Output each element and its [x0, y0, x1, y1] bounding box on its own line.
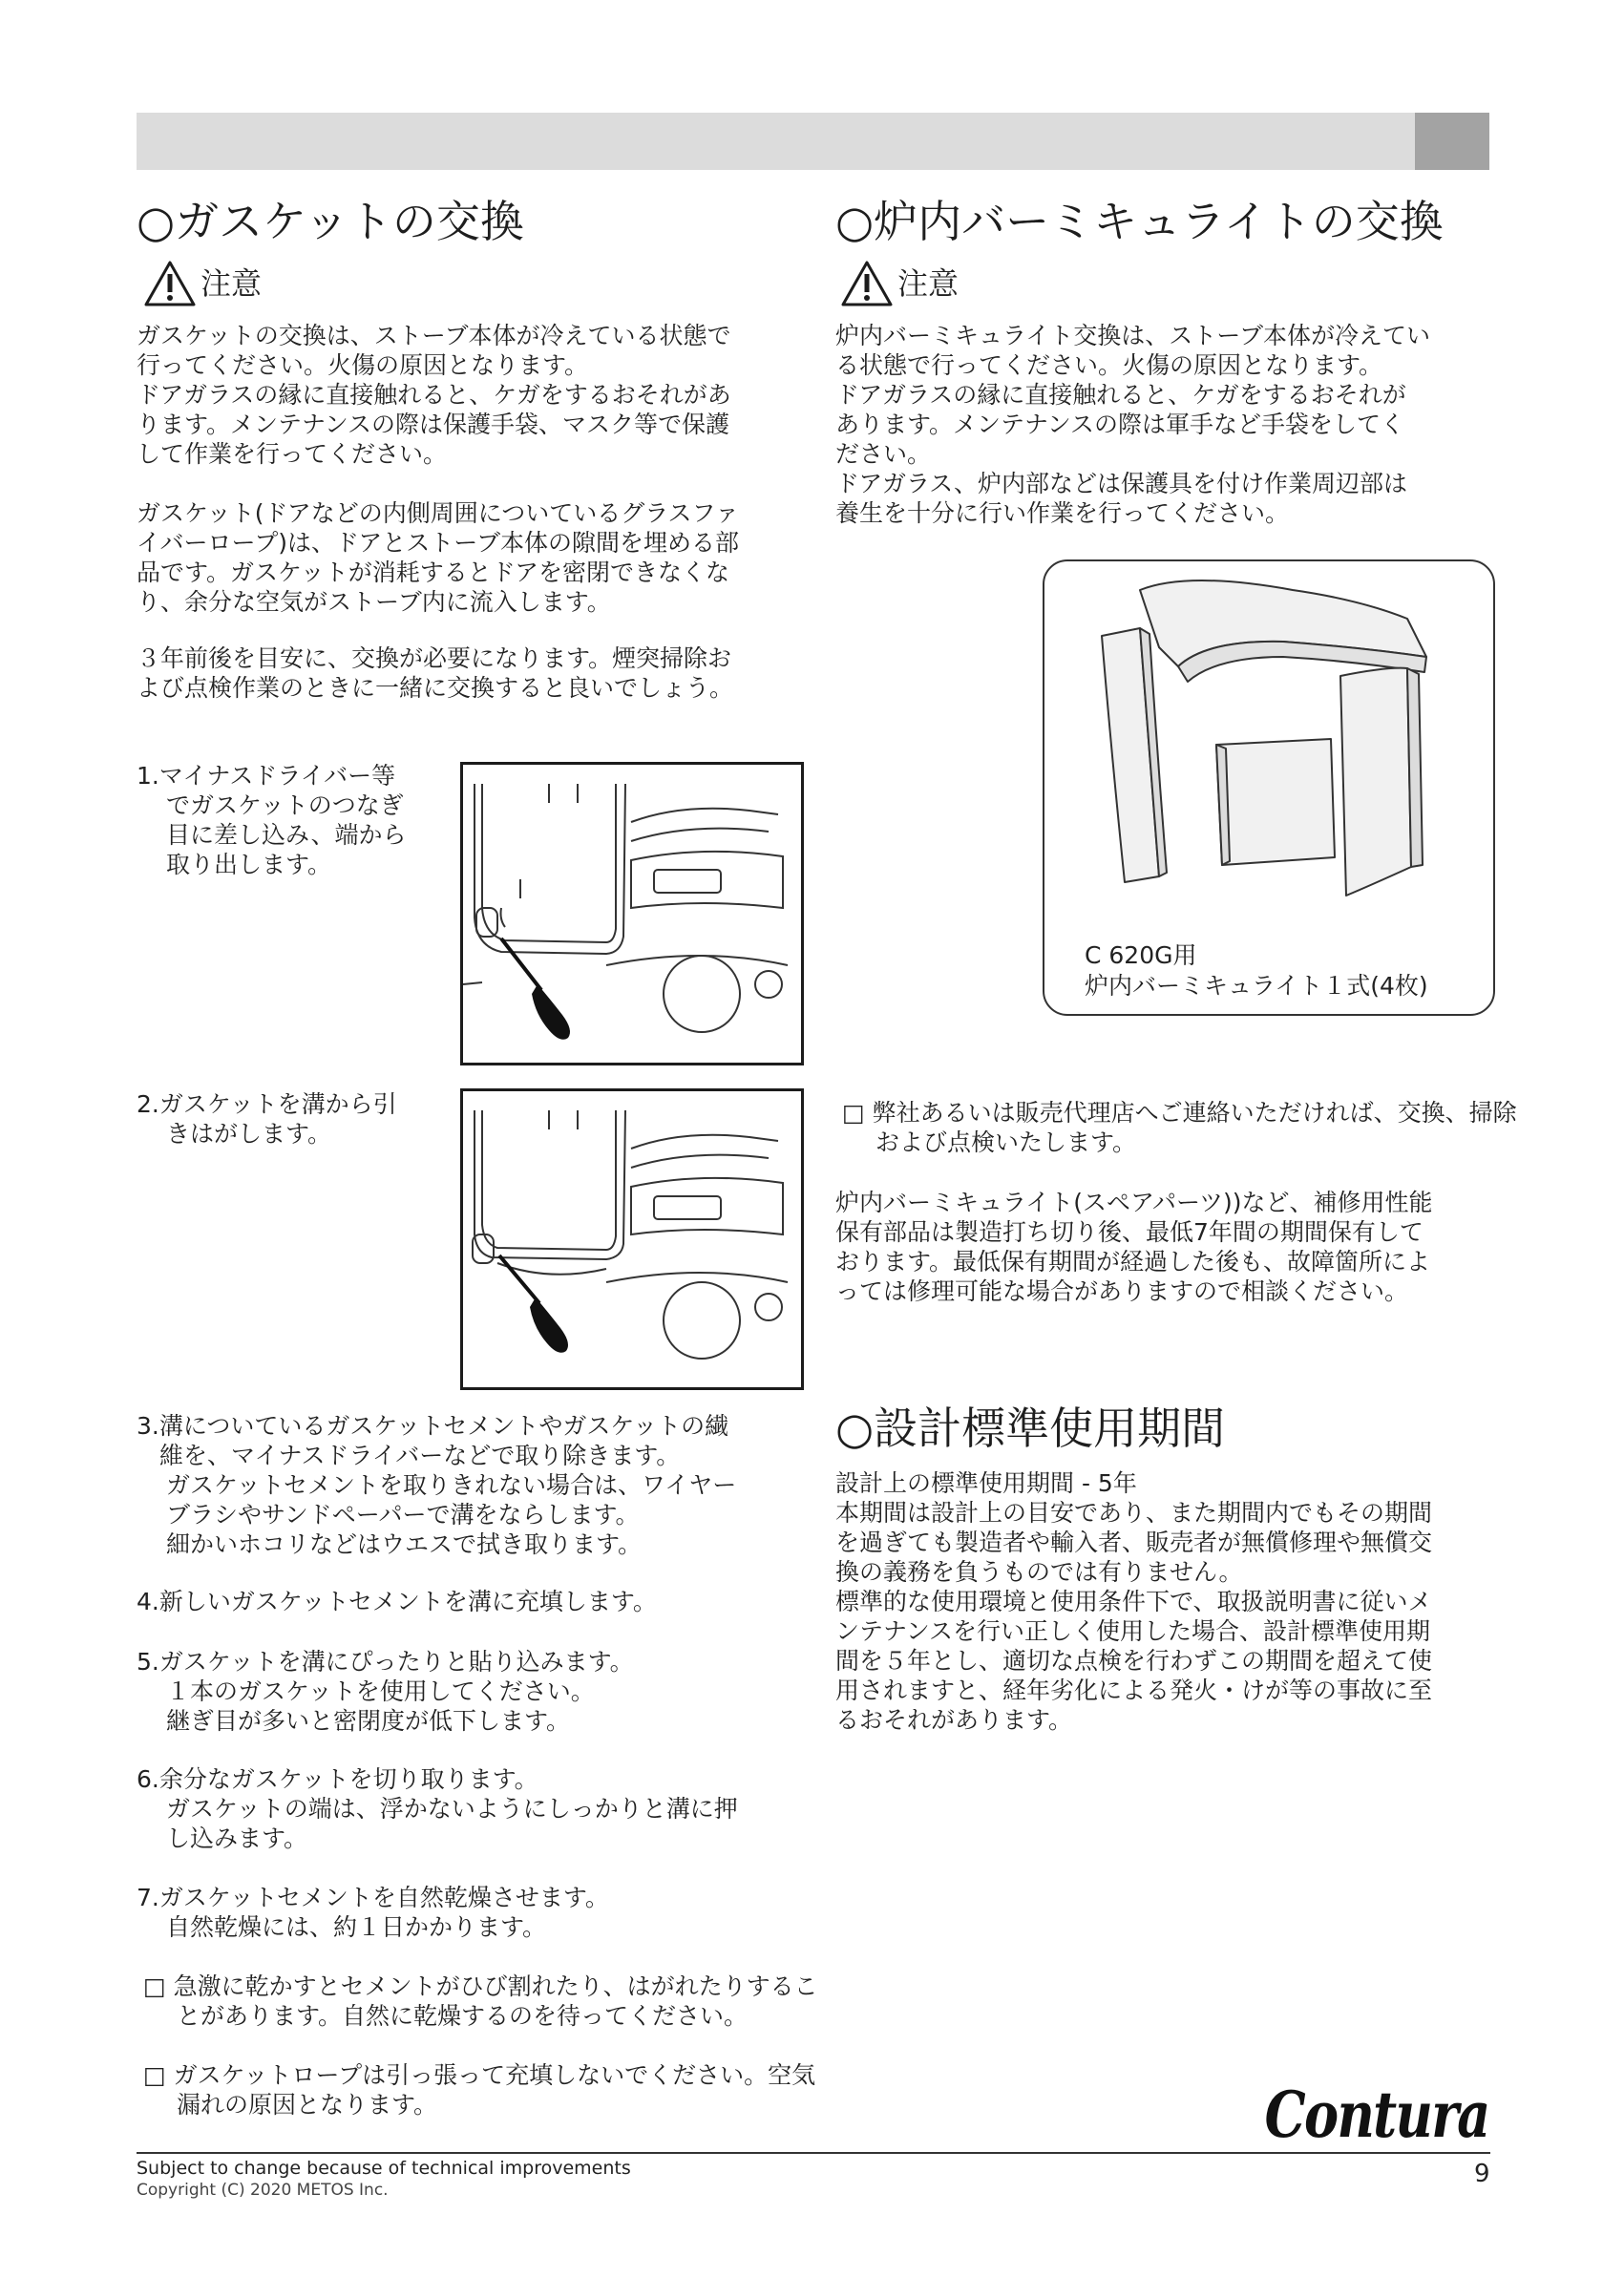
vermiculite-figure: [1043, 559, 1495, 1016]
text-line: 5.ガスケットを溝にぴったりと貼り込みます。: [137, 1648, 634, 1676]
stove-gasket-illustration: [463, 765, 801, 1063]
text-line: あります。メンテナンスの際は軍手など手袋をしてく: [835, 411, 1405, 438]
text-line: ドアガラスの縁に直接触れると、ケガをするおそれがあ: [137, 381, 731, 409]
text-line: 炉内バーミキュライト交換は、ストーブ本体が冷えてい: [835, 322, 1431, 349]
text-line: イバーロープ)は、ドアとストーブ本体の隙間を埋める部: [137, 529, 740, 557]
text-line: ３年前後を目安に、交換が必要になります。煙突掃除お: [137, 644, 732, 672]
text-line: ンテナンスを行い正しく使用した場合、設計標準使用期: [835, 1617, 1431, 1645]
text-line: ドアガラスの縁に直接触れると、ケガをするおそれが: [835, 381, 1406, 409]
text-line: 4.新しいガスケットセメントを溝に充填します。: [137, 1588, 657, 1615]
replacement-interval: [137, 643, 824, 703]
spare-parts-text: [835, 1188, 1504, 1306]
text-line: ドアガラス、炉内部などは保護具を付け作業周辺部は: [835, 470, 1408, 497]
figure-gasket-removal-1: [460, 762, 804, 1065]
gasket-description: [137, 498, 824, 617]
step-5: [137, 1647, 824, 1736]
figure-gasket-removal-2: [460, 1088, 804, 1390]
text-line: 本期間は設計上の目安であり、また期間内でもその期間: [835, 1499, 1433, 1527]
text-line: でガスケットのつなぎ: [166, 791, 404, 819]
text-line: ブラシやサンドペーパーで溝をならします。: [166, 1501, 640, 1529]
caution-text-right: [835, 321, 1504, 528]
text-line: して作業を行ってください。: [137, 440, 448, 468]
text-line: 設計上の標準使用期間 - 5年: [835, 1469, 1137, 1497]
caution-text-left: [137, 321, 824, 469]
text-line: 細かいホコリなどはウエスで拭き取ります。: [166, 1530, 643, 1558]
text-line: ガスケット(ドアなどの内側周囲についているグラスファ: [137, 499, 740, 527]
text-line: 養生を十分に行い作業を行ってください。: [835, 499, 1290, 527]
text-line: 標準的な使用環境と使用条件下で、取扱説明書に従いメ: [835, 1588, 1432, 1615]
text-line: るおそれがあります。: [835, 1706, 1073, 1734]
text-line: ガスケットセメントを取りきれない場合は、ワイヤー: [166, 1471, 737, 1499]
section-title-vermiculite: ○炉内バーミキュライトの交換: [835, 196, 1444, 247]
text-line: 取り出します。: [166, 851, 332, 878]
footer-rule: [137, 2152, 1490, 2154]
text-line: 保有部品は製造打ち切り後、最低7年間の期間保有して: [835, 1218, 1424, 1246]
text-line: 3.溝についているガスケットセメントやガスケットの繊: [137, 1412, 729, 1440]
text-line: る状態で行ってください。火傷の原因となります。: [835, 351, 1383, 379]
figure-caption-set: 炉内バーミキュライト１式(4枚): [1085, 972, 1428, 1000]
step-2: [137, 1089, 452, 1149]
text-line: ださい。: [835, 440, 932, 468]
text-line: 間を５年とし、適切な点検を行わずこの期間を超えて使: [835, 1647, 1433, 1675]
text-line: ります。メンテナンスの際は保護手袋、マスク等で保護: [137, 411, 730, 438]
step-7: [137, 1883, 824, 1942]
caution-heading-left: [143, 260, 262, 307]
caution-heading-right: [840, 260, 959, 307]
text-line: り、余分な空気がストーブ内に流入します。: [137, 588, 611, 616]
text-line: ガスケットの端は、浮かないようにしっかりと溝に押: [166, 1795, 738, 1823]
caution-label: 注意: [897, 265, 960, 302]
text-line: 用されますと、経年劣化による発火・けが等の事故に至: [835, 1677, 1433, 1704]
text-line: 6.余分なガスケットを切り取ります。: [137, 1765, 538, 1793]
step-3: [137, 1411, 824, 1559]
step-1: [137, 761, 452, 879]
header-bar: [137, 113, 1489, 170]
text-line: おります。最低保有期間が経過した後も、故障箇所によ: [835, 1248, 1431, 1276]
text-line: っては修理可能な場合がありますので相談ください。: [835, 1277, 1409, 1305]
header-bar-tab: [1415, 113, 1489, 170]
footer-copyright: Copyright (C) 2020 METOS Inc.: [137, 2181, 389, 2200]
stove-gasket-illustration: [463, 1091, 801, 1387]
section-title-service-life: ○設計標準使用期間: [835, 1403, 1226, 1454]
note-rope: □ ガスケットロープは引っ張って充填しないでください。空気漏れの原因となります。: [143, 2061, 816, 2119]
text-line: 7.ガスケットセメントを自然乾燥させます。: [137, 1884, 609, 1911]
text-line: よび点検作業のときに一緒に交換すると良いでしょう。: [137, 674, 734, 702]
note-service: □ 弊社あるいは販売代理店へご連絡いただければ、交換、掃除および点検いたします。: [842, 1099, 1517, 1156]
text-line: 行ってください。火傷の原因となります。: [137, 351, 589, 379]
step-4: [137, 1587, 824, 1616]
warning-triangle-icon: [143, 260, 197, 307]
page-number: 9: [1474, 2160, 1490, 2188]
text-line: 維を、マイナスドライバーなどで取り除きます。: [159, 1442, 681, 1469]
text-line: １本のガスケットを使用してください。: [166, 1677, 595, 1705]
text-line: 炉内バーミキュライト(スペアパーツ))など、補修用性能: [835, 1189, 1433, 1216]
text-line: し込みます。: [166, 1825, 308, 1852]
text-line: ガスケットの交換は、ストーブ本体が冷えている状態で: [137, 322, 731, 349]
warning-triangle-icon: [840, 260, 894, 307]
text-line: 品です。ガスケットが消耗するとドアを密閉できなくな: [137, 559, 730, 586]
text-line: を過ぎても製造者や輸入者、販売者が無償修理や無償交: [835, 1529, 1433, 1556]
footer-notice: Subject to change because of technical improvements: [137, 2158, 631, 2179]
caution-label: 注意: [200, 265, 263, 302]
text-line: 継ぎ目が多いと密閉度が低下します。: [166, 1707, 571, 1735]
step-6: [137, 1764, 824, 1853]
text-line: 1.マイナスドライバー等: [137, 762, 396, 790]
note-drying: □ 急激に乾かすとセメントがひび割れたり、はがれたりすることがあります。自然に乾燥するのを待ってください。: [143, 1972, 818, 2030]
brand-logo: Contura: [1265, 2078, 1489, 2152]
figure-caption-model: C 620G用: [1085, 941, 1197, 969]
text-line: 換の義務を負うものでは有りません。: [835, 1558, 1243, 1586]
service-life-text: [835, 1468, 1504, 1735]
text-line: 目に差し込み、端から: [166, 821, 407, 849]
vermiculite-panels-illustration: [1044, 561, 1493, 943]
text-line: 自然乾燥には、約１日かかります。: [166, 1913, 547, 1941]
text-line: 2.ガスケットを溝から引: [137, 1090, 397, 1118]
text-line: きはがします。: [166, 1120, 332, 1148]
section-title-gasket: ○ガスケットの交換: [137, 196, 524, 247]
